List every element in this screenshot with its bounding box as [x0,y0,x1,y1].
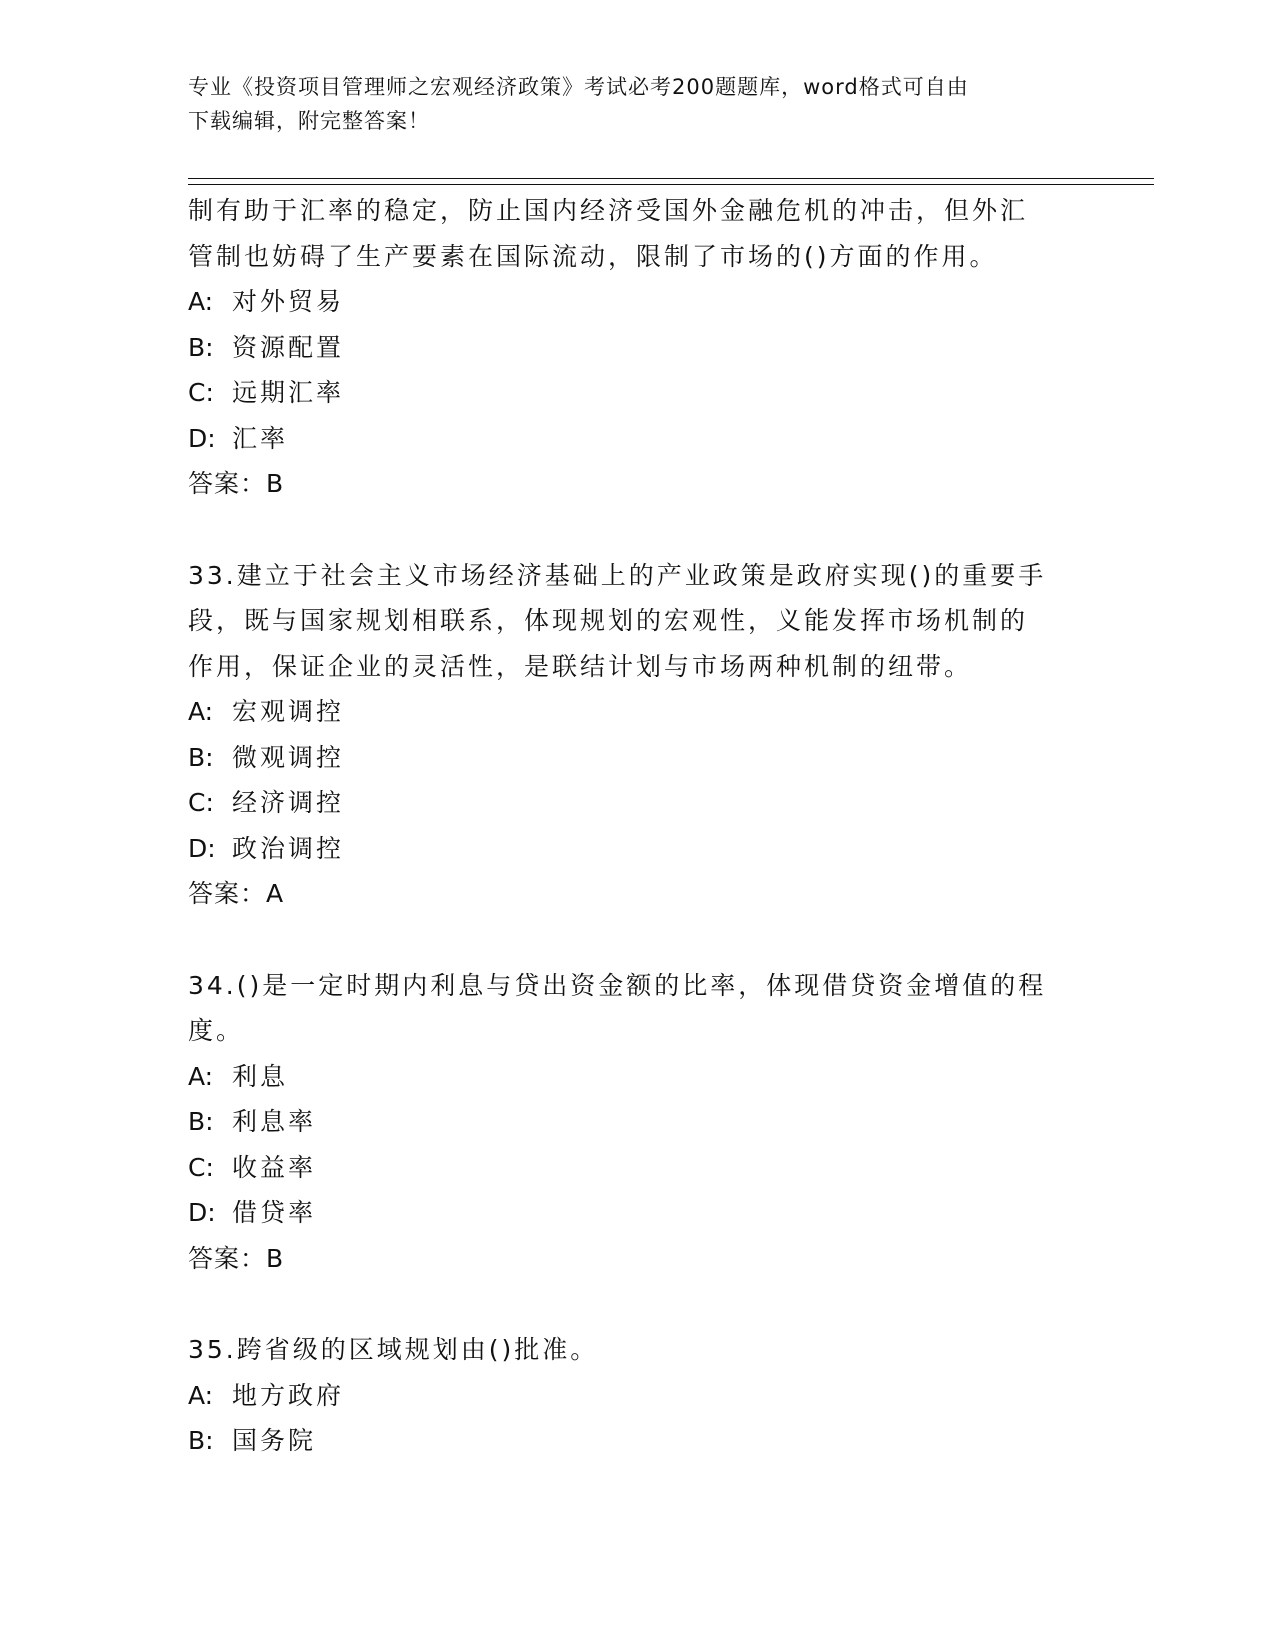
option-letter: B: [188,1107,214,1136]
option-letter: C: [188,788,214,817]
option-a [188,279,1088,325]
option-text: 微观调控 [232,742,345,772]
option-letter: B: [188,332,214,362]
question-spacer [188,507,1088,553]
option-text: 借贷率 [232,1198,317,1227]
option-letter: D: [188,1198,216,1227]
question-text-line: 33.建立于社会主义市场经济基础上的产业政策是政府实现()的重要手 [188,560,1047,590]
option-b [188,325,1088,371]
option-text: 资源配置 [232,332,345,362]
document-header [188,70,1088,138]
option-b [188,1418,1088,1464]
option-letter: D: [188,833,216,863]
question-text-line: 管制也妨碍了生产要素在国际流动，限制了市场的()方面的作用。 [188,241,998,271]
option-d [188,1190,1088,1236]
question-34 [188,963,1088,1282]
question-text-line: 段，既与国家规划相联系，体现规划的宏观性，义能发挥市场机制的 [188,606,1029,635]
header-title-line-2: 下载编辑，附完整答案！ [188,109,430,133]
option-a [188,689,1088,735]
option-text: 国务院 [232,1426,317,1455]
option-b [188,735,1088,781]
option-text: 地方政府 [232,1380,345,1410]
question-35 [188,1327,1088,1464]
answer-label: 答案：B [188,1243,285,1273]
option-letter: B: [188,1426,214,1455]
option-c [188,1145,1088,1191]
answer-label: 答案：A [188,879,285,908]
option-letter: A: [188,697,214,726]
option-a [188,1054,1088,1100]
option-letter: C: [188,1152,214,1182]
option-c [188,370,1088,416]
option-text: 利息率 [232,1107,317,1136]
option-text: 汇率 [232,423,289,453]
option-text: 经济调控 [232,788,345,817]
question-32 [188,188,1088,507]
option-letter: D: [188,423,216,453]
option-letter: A: [188,287,214,316]
answer-label: 答案：B [188,469,285,498]
question-text-line: 度。 [188,1016,245,1045]
question-text-line: 制有助于汇率的稳定，防止国内经济受国外金融危机的冲击，但外汇 [188,196,1029,225]
option-letter: C: [188,378,214,407]
question-33 [188,553,1088,917]
option-letter: B: [188,742,214,772]
option-text: 利息 [232,1061,289,1091]
question-text-line: 作用，保证企业的灵活性，是联结计划与市场两种机制的纽带。 [188,651,973,681]
option-text: 宏观调控 [232,697,345,726]
option-letter: A: [188,1061,214,1091]
question-text-line: 34.()是一定时期内利息与贷出资金额的比率，体现借贷资金增值的程 [188,970,1047,1000]
header-divider-bottom [188,184,1154,185]
option-d [188,416,1088,462]
option-letter: A: [188,1380,214,1410]
option-text: 对外贸易 [232,287,345,316]
header-divider-top [188,178,1154,179]
question-spacer [188,1281,1088,1327]
option-b [188,1099,1088,1145]
question-spacer [188,917,1088,963]
option-c [188,780,1088,826]
question-text-line: 35.跨省级的区域规划由()批准。 [188,1335,599,1364]
option-text: 远期汇率 [232,378,345,407]
header-title-line-1: 专业《投资项目管理师之宏观经济政策》考试必考200题题库，word格式可自由 [188,75,969,99]
question-list [188,188,1088,1464]
option-text: 收益率 [232,1152,317,1182]
option-text: 政治调控 [232,833,345,863]
option-a [188,1373,1088,1419]
option-d [188,826,1088,872]
